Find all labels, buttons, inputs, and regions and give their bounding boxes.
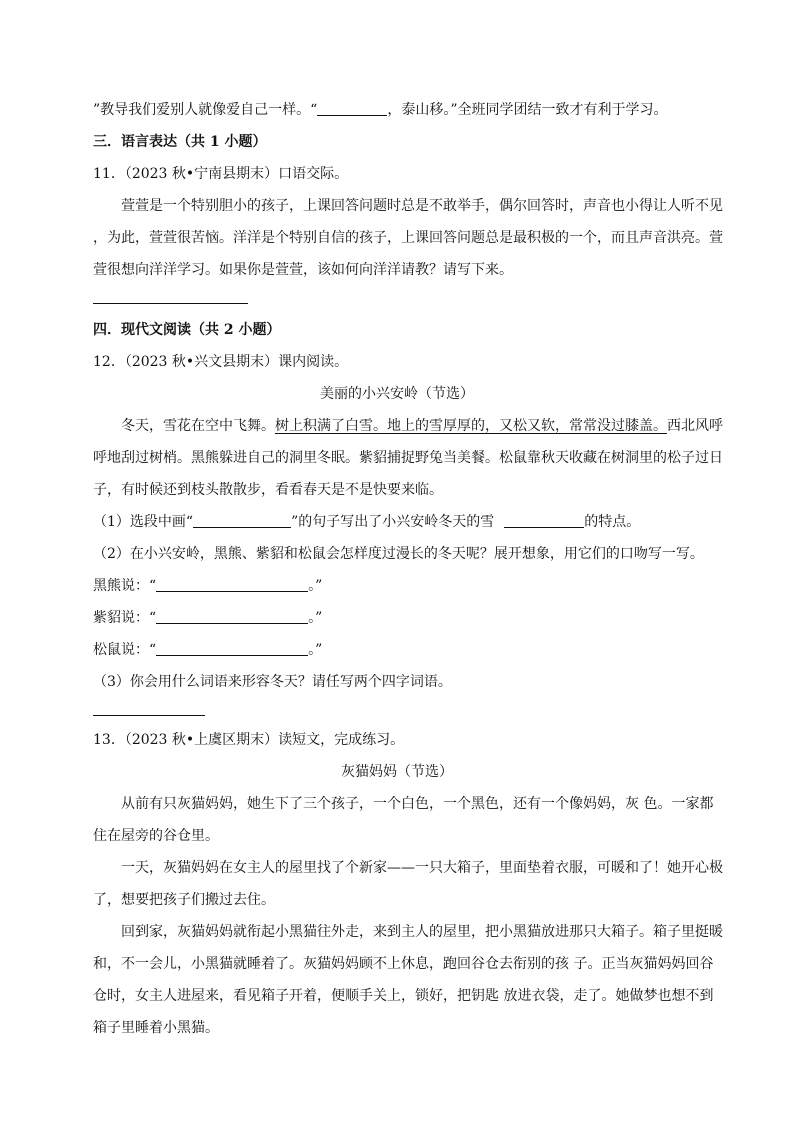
section-title-3: 三．语言表达（共 1 小题）	[93, 134, 267, 150]
question-11-heading: 11．（2023 秋•宁南县期末）口语交际。	[93, 166, 349, 182]
passage-text: 仓时，女主人进屋来，看见箱子开着，便顺手关上，锁好，把钥匙 放进衣袋，走了。她做梦也想不到	[93, 988, 714, 1004]
answer-line[interactable]	[93, 303, 248, 304]
passage-text: 呼地刮过树梢。黑熊躲进自己的洞里冬眠。紫貂捕捉野兔当美餐。松鼠靠秋天收藏在树洞里的松子过日	[93, 450, 723, 466]
answer-blank[interactable]	[156, 577, 308, 592]
answer-blank[interactable]	[156, 641, 308, 656]
passage-text: 住在屋旁的谷仓里。	[93, 828, 219, 844]
answer-squirrel: 松鼠说：“ 。”	[93, 642, 323, 658]
section-title-4: 四．现代文阅读（共 2 小题）	[93, 322, 281, 338]
question-11-text: 萱萱是一个特别胆小的孩子，上课回答问题时总是不敢举手，偶尔回答时，声音也小得让人听不见	[121, 198, 723, 214]
question-12-heading: 12．（2023 秋•兴文县期末）课内阅读。	[93, 354, 349, 370]
passage-text: 冬天，雪花在空中飞舞。树上积满了白雪。地上的雪厚厚的，又松又软，常常没过膝盖。西北风呼	[121, 418, 723, 434]
answer-bear: 黑熊说：“ 。”	[93, 578, 323, 594]
answer-marten: 紫貂说：“ 。”	[93, 610, 323, 626]
passage-text: 回到家，灰猫妈妈就衔起小黑猫往外走，来到主人的屋里，把小黑猫放进那只大箱子。箱子里挺暖	[121, 924, 723, 940]
passage-text: 从前有只灰猫妈妈，她生下了三个孩子，一个白色，一个黑色，还有一个像妈妈，灰 色。一家都	[121, 796, 714, 812]
underlined-sentence: 树上积满了白雪。地上的雪厚厚的，又松又软，常常没过膝盖。	[275, 418, 667, 434]
sub-question-3: （3）你会用什么词语来形容冬天？请任写两个四字词语。	[93, 674, 452, 690]
question-11-text: ，为此，萱萱很苦恼。洋洋是个特别自信的孩子，上课回答问题总是最积极的一个，而且声音洪亮。萱	[93, 230, 723, 246]
passage-text: 和，不一会儿，小黑猫就睡着了。灰猫妈妈顾不上休息，跑回谷仓去衔别的孩 子。正当灰猫妈妈回谷	[93, 956, 714, 972]
sub-question-1: （1）选段中画“ ”的句子写出了小兴安岭冬天的雪 的特点。	[93, 514, 641, 530]
passage-text: 箱子里睡着小黑猫。	[93, 1020, 219, 1036]
passage-title: 灰猫妈妈（节选）	[341, 764, 453, 780]
sub-question-2: （2）在小兴安岭，黑熊、紫貂和松鼠会怎样度过漫长的冬天呢？展开想象，用它们的口吻写一写。	[93, 546, 704, 562]
question-11-text: 萱很想向洋洋学习。如果你是萱萱，该如何向洋洋请教？请写下来。	[93, 262, 513, 278]
prev-question-tail: ”教导我们爱别人就像爱自己一样。“ ，泰山移。”全班同学团结一致才有利于学习。	[93, 102, 668, 118]
passage-text: 子，有时候还到枝头散散步，看看春天是不是快要来临。	[93, 482, 443, 498]
answer-line[interactable]	[93, 715, 205, 716]
passage-title: 美丽的小兴安岭（节选）	[320, 386, 474, 402]
passage-text: 了，想要把孩子们搬过去住。	[93, 892, 275, 908]
answer-blank[interactable]	[504, 513, 584, 528]
answer-blank[interactable]	[193, 513, 291, 528]
passage-text: 一天，灰猫妈妈在女主人的屋里找了个新家——一只大箱子，里面垫着衣服，可暖和了！她开心极	[121, 860, 723, 876]
answer-blank[interactable]	[317, 101, 387, 116]
question-13-heading: 13．（2023 秋•上虞区期末）读短文，完成练习。	[93, 732, 405, 748]
answer-blank[interactable]	[156, 609, 308, 624]
